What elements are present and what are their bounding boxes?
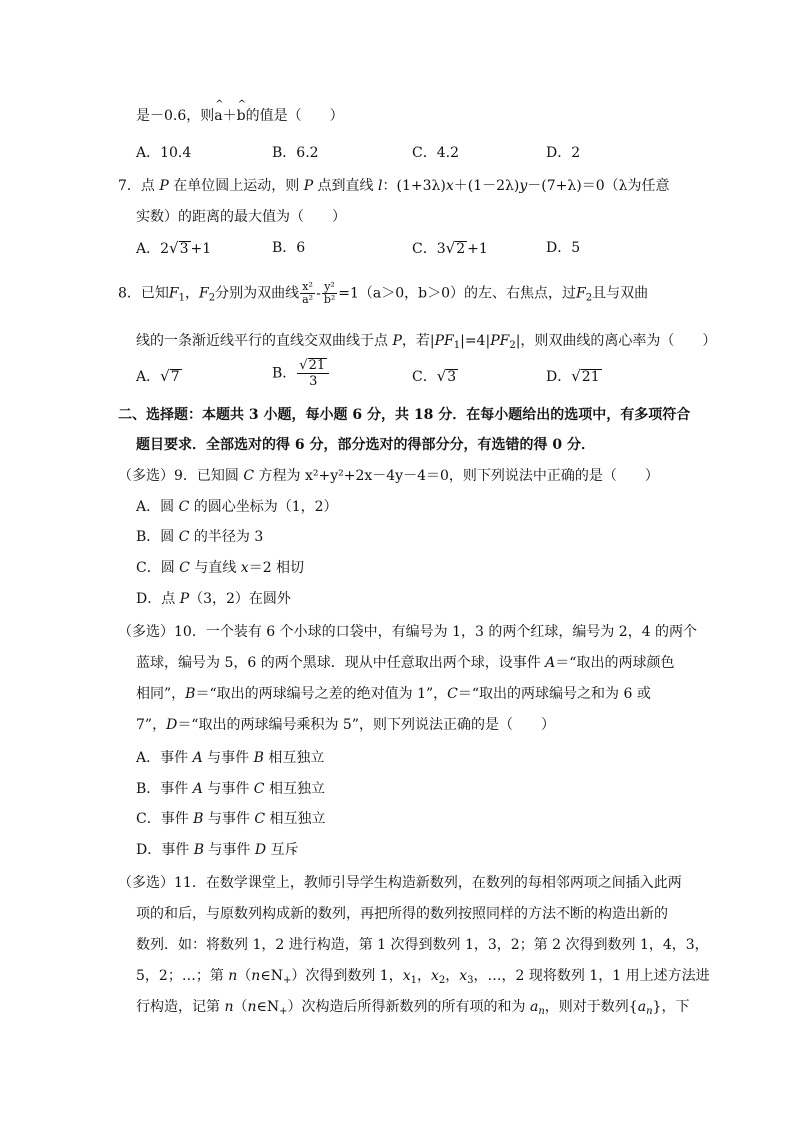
var-c: C [254, 811, 266, 827]
t: ，…，2 现将数列 1，1 用上述方法进 [473, 968, 710, 984]
q6-a-hat: ^ a [214, 106, 222, 126]
var-f: F [168, 285, 179, 302]
var-x: x [459, 968, 468, 984]
label: A． [136, 369, 161, 385]
var-x: x [430, 968, 439, 984]
q7-option-d: D．5 [546, 240, 581, 256]
q10-option-a [136, 748, 324, 768]
t: 且与双曲 [592, 285, 649, 302]
t: B．事件 [136, 781, 193, 797]
q10-stem-line4 [136, 715, 555, 735]
radicand: 2 [456, 241, 466, 257]
t: ）次构造后所得新数列的所有项的和为 [287, 999, 530, 1015]
t: ＝“取出的两球编号乘积为 5”，则下列说法正确的是（ ） [177, 717, 555, 733]
var-c: C [243, 468, 255, 484]
t: （ [237, 968, 252, 984]
q6-b-hat: ^ b [237, 106, 246, 126]
sqrt-sign: √ [436, 367, 447, 385]
t: 蓝球，编号为 5，6 的两个黑球．现从中任意取出两个球，设事件 [136, 655, 546, 671]
q6-option-c: C．4.2 [412, 145, 459, 161]
var-f: F [199, 285, 209, 302]
t: （ [233, 999, 248, 1015]
t: ＝“取出的两球编号之和为 6 或 [457, 686, 651, 702]
num [297, 358, 329, 374]
t: ∈N [260, 968, 283, 984]
section2-heading-line1: 二、选择题：本题共 3 小题，每小题 6 分，共 18 分．在每小题给出的选项中，有多项符合 [118, 407, 691, 423]
q6-option-b: B．6.2 [272, 145, 319, 161]
var-x: x [240, 560, 249, 576]
den: b² [323, 293, 336, 306]
fraction-x2-a2 [300, 281, 315, 306]
var-a: A [192, 781, 203, 797]
t: ＝2 相切 [248, 560, 305, 576]
q7-option-c [412, 238, 488, 259]
q9-option-a [136, 497, 338, 517]
var-c: C [179, 560, 190, 576]
q8-option-d [546, 366, 602, 387]
var-p: P [392, 333, 402, 349]
t: |=4| [460, 333, 491, 349]
q8-option-c [412, 366, 458, 387]
t: （3，2）在圆外 [189, 591, 291, 607]
q6-text: 是－0.6，则 [136, 108, 215, 124]
q11-stem-line2: 项的和后，与原数列构成新的数列，再把所得的数列按照同样的方法不断的构造出新的 [136, 906, 668, 922]
var-x: x [402, 968, 411, 984]
minus: - [316, 285, 321, 302]
sub: n [646, 1006, 653, 1017]
t: 相同”， [136, 686, 186, 702]
var-n: n [224, 999, 234, 1015]
num: x² [300, 281, 315, 294]
t: ）次得到数列 1， [291, 968, 403, 984]
label: D． [546, 369, 572, 385]
t: C．事件 [136, 811, 194, 827]
var-y: y [519, 178, 528, 194]
coef: 3 [436, 241, 446, 257]
var-n: n [247, 999, 257, 1015]
q9-option-d [136, 589, 291, 609]
q6-text-2: 的值是（ ） [245, 108, 344, 124]
var-b: B [193, 842, 204, 858]
q6-plus: ＋ [222, 108, 237, 124]
q8-option-a [136, 366, 182, 387]
q7-stem-line2: 实数）的距离的最大值为（ ） [136, 209, 346, 225]
var-b: B [253, 750, 264, 766]
q8-stem-line2 [136, 331, 716, 356]
var-x: x [445, 178, 454, 194]
q10-stem-line2 [136, 653, 674, 673]
q10-option-c [136, 809, 326, 829]
t: ＋(1－2λ) [453, 178, 520, 194]
var-d: D [254, 842, 267, 858]
t: －(7+λ)＝0（λ为任意 [527, 178, 670, 194]
q11-stem-line4: 5，2；…；第 $n(n\in N_+)$次得到数列 1，$x_1$，$x_2$，$x_3$，…，2 现将数列 1，1 用上述方法进 [136, 968, 710, 986]
var-c: C [253, 781, 265, 797]
tail: +1 [467, 241, 488, 257]
t: 与事件 [202, 781, 254, 797]
t: 方程为 x²+y²+2x－4y－4＝0，则下列说法中正确的是（ ） [254, 468, 659, 484]
t: |，则双曲线的离心率为（ ） [515, 333, 717, 349]
coef: 2 [160, 241, 170, 257]
radicand: 21 [308, 358, 326, 373]
fraction-y2-b2 [322, 281, 337, 306]
var-b: B [185, 686, 196, 702]
section2-heading-line2: 题目要求．全部选对的得 6 分，部分选对的得部分分，有选错的得 0 分． [136, 437, 595, 453]
sqrt-sign: √ [169, 239, 179, 257]
q9-option-b [136, 527, 263, 547]
t: ∈N [256, 999, 280, 1015]
q7-option-b: B．6 [272, 240, 306, 256]
radicand: 3 [179, 241, 189, 257]
den: a² [302, 293, 314, 306]
var-c: C [447, 686, 458, 702]
sub: n [538, 1006, 545, 1017]
t: 8．已知 [118, 285, 169, 302]
t: 相互独立 [264, 781, 325, 797]
q6-option-d: D．2 [546, 145, 581, 161]
t: A．圆 [136, 499, 179, 515]
var-a: A [192, 750, 203, 766]
q10-stem-line3 [136, 684, 651, 704]
t: 与事件 [203, 811, 255, 827]
t: ，则对于数列{ [544, 999, 638, 1015]
t: 与直线 [189, 560, 241, 576]
sub: 2 [509, 340, 516, 351]
q9-stem [118, 466, 659, 486]
t: B．圆 [136, 529, 179, 545]
sub: 1 [410, 975, 417, 986]
t: 点到直线 [313, 178, 379, 194]
t: 与事件 [203, 842, 255, 858]
var-a: a [637, 999, 647, 1015]
q6-stem-tail [136, 106, 344, 126]
t: ＝“取出的两球编号之差的绝对值为 1”， [195, 686, 448, 702]
sub: + [279, 1006, 288, 1017]
t: 相互独立 [263, 750, 325, 766]
label: A． [136, 241, 161, 257]
sqrt-sign: √ [571, 367, 581, 385]
var-a: a [529, 999, 539, 1015]
radicand: 21 [581, 369, 600, 385]
t: ＝“取出的两球颜色 [555, 655, 675, 671]
t: 互斥 [266, 842, 299, 858]
q10-option-d [136, 840, 299, 860]
t: }，下 [652, 999, 690, 1015]
var-n: n [251, 968, 261, 984]
radicand: 7 [170, 369, 180, 385]
var-n: n [228, 968, 238, 984]
t: C．圆 [136, 560, 180, 576]
tail: +1 [190, 241, 212, 257]
var-pf: PF [434, 333, 454, 349]
t: （多选）9．已知圆 [118, 468, 244, 484]
t: 在单位圆上运动，则 [168, 178, 304, 194]
t: 的半径为 3 [189, 529, 264, 545]
sqrt-sign: √ [160, 367, 170, 385]
q10-stem-line1: （多选）10．一个装有 6 个小球的口袋中，有编号为 1，3 的两个红球，编号为 2，4 的两个 [118, 624, 698, 640]
t: 5，2；…；第 [136, 968, 229, 984]
q8-stem-line1 [118, 281, 648, 309]
sqrt-sign: √ [299, 358, 308, 373]
sqrt-sign: √ [445, 239, 456, 257]
sub: 1 [178, 292, 186, 304]
sub: 2 [585, 292, 593, 304]
fraction-sqrt21-3 [297, 358, 329, 389]
t: 相互独立 [265, 811, 326, 827]
var-p: P [303, 178, 314, 194]
t: ：(1+3λ) [382, 178, 446, 194]
label: C． [412, 369, 437, 385]
var-l: l [378, 178, 383, 194]
var-a: A [545, 655, 556, 671]
den: 3 [309, 374, 318, 389]
q11-stem-line3: 数列．如：将数列 1，2 进行构造，第 1 次得到数列 1，3，2；第 2 次得到数列 1，4，3， [136, 937, 709, 953]
q7-option-a [136, 238, 211, 259]
q10-option-b [136, 779, 325, 799]
var-pf: PF [490, 333, 510, 349]
t: 的圆心坐标为（1，2） [189, 499, 338, 515]
radicand: 3 [447, 369, 457, 385]
q7-stem-line1 [118, 176, 670, 196]
t: 与事件 [202, 750, 254, 766]
t: D．点 [136, 591, 180, 607]
sub: 1 [453, 340, 461, 351]
t: ，若| [401, 333, 435, 349]
sub: 3 [467, 975, 474, 986]
label: C． [412, 241, 437, 257]
q6-option-a: A．10.4 [136, 145, 192, 161]
t: 行构造，记第 [136, 999, 225, 1015]
t: =1（a＞0，b＞0）的左、右焦点，过 [338, 285, 577, 302]
sub: 2 [438, 975, 446, 986]
var-f: F [576, 285, 586, 302]
var-c: C [178, 499, 190, 515]
q11-stem-line1: （多选）11．在数学课堂上，教师引导学生构造新数列，在数列的每相邻两项之间插入此两 [118, 875, 682, 891]
var-c: C [178, 529, 190, 545]
t: ， [185, 285, 200, 302]
t: 7”， [136, 717, 167, 733]
var-b: B [193, 811, 204, 827]
t: A．事件 [136, 750, 193, 766]
q11-stem-line5 [136, 997, 689, 1022]
t: 7．点 [118, 178, 160, 194]
q9-option-c [136, 558, 304, 578]
t: 线的一条渐近线平行的直线交双曲线于点 [136, 333, 393, 349]
var-d: D [166, 717, 178, 733]
q8-option-b [272, 358, 330, 389]
label: B． [272, 365, 297, 382]
t: 分别为双曲线 [215, 285, 300, 302]
var-p: P [159, 178, 169, 194]
sub: 2 [208, 292, 216, 304]
t: D．事件 [136, 842, 194, 858]
sub: + [282, 975, 292, 986]
num: y² [322, 281, 337, 294]
var-p: P [179, 591, 190, 607]
